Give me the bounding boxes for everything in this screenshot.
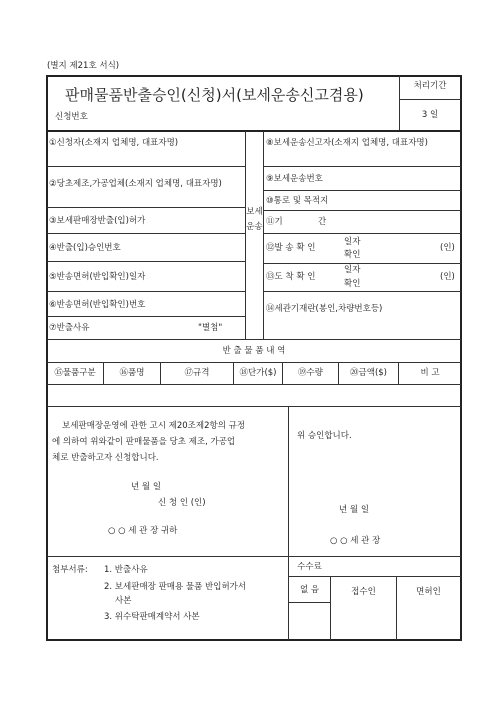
- ship-confirm-label: ⑫발 송 확 인: [266, 243, 316, 253]
- period-label: ⑪기: [266, 217, 283, 227]
- application-no-label: 신청번호: [55, 112, 88, 122]
- attachment-3: 3. 위수탁판매계약서 사본: [104, 612, 200, 622]
- processing-period-label: 처리기간: [413, 81, 447, 91]
- reason-label: ⑦반출사유: [49, 323, 90, 333]
- arrive-seal: (인): [440, 272, 455, 282]
- fee-value: 없 음: [299, 585, 320, 595]
- bonded-transport-vertical-label: 보세운송: [246, 207, 263, 232]
- col-name: ⑯품명: [119, 368, 145, 378]
- reason-value: "별첨": [198, 323, 223, 333]
- arrive-date-word: 일자: [344, 265, 361, 275]
- col-spec: ⑰규격: [184, 368, 210, 378]
- ship-confirm-word: 확인: [344, 250, 361, 260]
- col-category: ⑮물품구분: [54, 368, 96, 378]
- attachment-1: 1. 반출사유: [104, 565, 148, 575]
- arrive-confirm-word: 확인: [344, 279, 361, 289]
- receiver-label: 접수인: [351, 587, 376, 597]
- applicant-label: ①신청자(소재지 업체명, 대표자명): [49, 138, 179, 148]
- approval-no-label: ④반출(입)승인번호: [49, 243, 121, 253]
- form-title: 판매물품반출승인(신청)서(보세운송신고겸용): [65, 86, 364, 104]
- license-no-label: ⑥반송면허(반입확인)번호: [49, 300, 146, 310]
- route-label: ⑩통로 및 목적지: [266, 196, 329, 206]
- items-section-title: 반 출 물 품 내 역: [222, 346, 286, 356]
- customs-notes-label: ⑭세관기재란(봉인,차량번호등): [266, 304, 383, 314]
- col-remarks: 비 고: [420, 368, 440, 378]
- statement-line-3: 체로 반출하고자 신청합니다.: [52, 453, 159, 463]
- fee-label: 수수료: [297, 562, 322, 572]
- applicant-signature: 신 청 인 (인): [158, 498, 206, 508]
- approval-authority: ○ ○ 세 관 장: [330, 536, 381, 546]
- store-permit-label: ③보세판매장반출(입)허가: [49, 216, 146, 226]
- col-quantity: ⑲수량: [298, 368, 323, 378]
- arrive-confirm-label: ⑬도 착 확 인: [266, 272, 316, 282]
- transport-applicant-label: ⑧보세운송신고자(소재지 업체명, 대표자명): [266, 138, 428, 148]
- frame-bottom: [46, 639, 462, 641]
- period-label-2: 간: [318, 217, 327, 227]
- attachments-label: 첨부서류:: [52, 565, 88, 575]
- approval-date: 년 월 일: [339, 505, 370, 515]
- ship-date-word: 일자: [344, 237, 361, 247]
- processing-period-value: 3 일: [421, 110, 439, 120]
- col-unit-price: ⑱단가($): [239, 368, 277, 378]
- statement-line-2: 에 의하여 위와같이 판매물품을 당초 제조, 가공업: [52, 437, 236, 447]
- transport-no-label: ⑨보세운송번호: [266, 174, 323, 184]
- attachment-2: 2. 보세판매장 판매용 물품 반입허가서: [104, 582, 247, 592]
- attachment-2-cont: 사본: [115, 596, 132, 606]
- statement-line-1: 보세판매장운영에 관한 고시 제20조제2항의 규정: [62, 421, 246, 431]
- license-date-label: ⑤반송면허(반입확인)일자: [49, 272, 146, 282]
- addressee: ○ ○ 세 관 장 귀하: [108, 526, 178, 536]
- licenser-label: 면허인: [416, 587, 441, 597]
- manufacturer-label: ②당초제조,가공업체(소재지 업체명, 대표자명): [49, 179, 222, 189]
- approval-text: 위 승인합니다.: [297, 431, 352, 441]
- col-amount: ⑳금액($): [350, 368, 387, 378]
- form-number: (별지 제21호 서식): [47, 61, 120, 71]
- application-date: 년 월 일: [131, 482, 162, 492]
- ship-seal: (인): [440, 243, 455, 253]
